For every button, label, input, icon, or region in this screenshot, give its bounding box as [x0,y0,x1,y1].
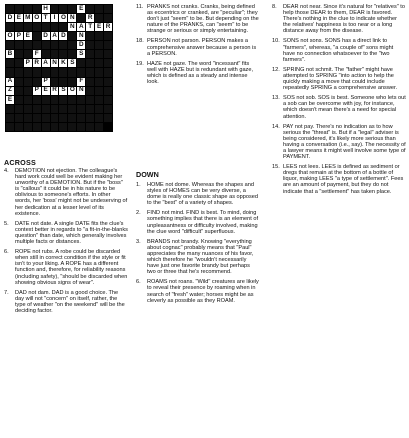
grid-cell [24,96,32,104]
grid-cell [24,23,32,31]
grid-cell [95,68,103,76]
grid-cell: T [86,23,94,31]
grid-cell [24,87,32,95]
grid-cell [42,123,50,131]
clue-text: PAY not pay. There's no indication as to how serious the "threat" is. But if a "legal" adviser is being considered, it's likely more serious than having a conversation (i.e., say). The necessity of a lawyer means it might well involve some type of PAYMENT. [283,123,406,161]
clue-item [136,239,260,276]
grid-cell: D [43,32,48,40]
grid-cell [33,41,41,49]
grid-cell [15,5,23,13]
grid-cell [95,14,103,22]
grid-cell [86,87,94,95]
clue-item [136,210,260,234]
grid-cell: D [78,41,84,49]
grid-cell [33,23,41,31]
grid-cell: E [96,22,102,30]
grid-cell [86,59,94,67]
clue-number: 6. [136,279,141,286]
grid-cell [86,105,94,113]
clue-text: PERSON not parson. PERSON makes a comprehensive answer because a person is a PERSON. [147,38,257,57]
clue-item [136,4,260,34]
clue-text: FIND not mind. FIND is best. To mind, doing something implies that there is an element of unpleasantness or difficulty involved, making the clue word "difficult" superfluous. [147,210,259,235]
grid-cell [95,114,103,122]
grid-cell [51,123,59,131]
grid-cell [15,59,23,67]
grid-cell [77,105,85,113]
clue-text: ROAMS not roans. "Wild" creatures are likely to reveal their presence by roaming when in search of "fresh" water; horses might be as cleverly as possible as they ROAM. [147,279,259,304]
grid-cell [104,68,112,76]
grid-cell [95,59,103,67]
grid-cell: N [52,59,57,67]
grid-cell [59,96,67,104]
clue-number: 7. [4,289,9,296]
clue-text: SOS not sob. SOS is best. Someone who lets out a sob can be overcome with joy, for instance, which doesn't mean there's a need for special attention. [283,95,406,120]
clue-item [272,4,406,34]
grid-cell [51,105,59,113]
grid-cell [51,114,59,122]
grid-cell [51,78,59,86]
grid-cell [68,68,76,76]
clue-item [272,164,406,194]
grid-cell [15,23,23,31]
across-clues-column [4,168,128,318]
clue-text: ROPE not rubs. A robe could be discarded when still in correct condition if the style or fit isn't to your liking. A ROPE has a different function and, therefore, for reliability reasons (including safety), "should be discarded when showing obvious signs of wear". [15,249,128,286]
grid-cell [6,41,14,49]
clue-item [136,279,260,303]
clue-number: 1. [136,182,141,188]
grid-cell [104,14,112,22]
grid-cell [104,5,112,13]
grid-cell [59,105,67,113]
grid-cell: B [7,50,13,58]
clue-number: 11. [136,4,144,10]
grid-cell [68,96,76,104]
grid-cell [42,23,50,31]
grid-cell: N [78,86,84,94]
grid-cell: Z [8,86,12,94]
grid-cell [86,5,94,13]
grid-cell [24,41,32,49]
grid-cell: E [79,4,84,12]
grid-cell [15,41,23,49]
clue-number: 15. [272,164,280,171]
grid-cell [59,78,67,86]
clue-number: 19. [136,60,144,67]
clue-text: SONS not sons. SONS has a direct link to "farmers", whereas, "a couple of" sons might have no connection whatsoever to the "two farmers". [283,38,394,63]
grid-cell [59,23,67,31]
grid-cell [6,59,14,67]
grid-cell [6,114,14,122]
grid-cell: O [69,86,75,94]
grid-cell [59,123,67,131]
clue-text: DATE not date. A single DATE fits the clue's context better in regards to "a fit-in-the-blanks question" than date, which generally involves multiple facts or distances. [15,220,128,246]
clue-text: LEES not lees. LEES is defined as sediment or dregs that remain at the bottom of a bottle of liquor, making LEES "a type of settlement". Fees are an amount of payment, but they do not indicate that a "settlement" has taken place. [283,164,404,195]
grid-cell [77,114,85,122]
grid-cell [42,41,50,49]
grid-cell [95,105,103,113]
grid-cell [104,32,112,40]
grid-cell: S [61,86,66,94]
clue-text: PRANKS not cranks. Cranks, being defined as eccentrics or cranked, are "peculiar"; they don't just "seem" to be. But depending on the nature of the PRANKS, can "seem" to be strange or serious or simply entertaining. [147,4,259,35]
grid-cell [59,50,67,58]
grid-cell [86,50,94,58]
clue-item [136,38,260,56]
grid-cell [59,68,67,76]
grid-cell: E [16,13,21,21]
grid-cell [86,96,94,104]
clue-item [136,61,260,85]
grid-cell [42,114,50,122]
grid-cell [104,114,112,122]
down-clues-column-2 [272,4,406,199]
grid-cell: O [7,32,13,40]
grid-cell [24,123,32,131]
down-header: DOWN [136,170,159,179]
grid-cell [15,96,23,104]
clue-text: HAZE not gaze. The word "incessant" fits well with HAZE but is redundant with gaze, which is defined as a steady and intense look. [147,60,254,86]
grid-cell [33,68,41,76]
grid-cell: M [25,13,31,21]
grid-cell [42,50,50,58]
grid-cell: F [33,50,41,58]
grid-cell [15,114,23,122]
clue-item [4,221,128,245]
grid-cell [68,105,76,113]
grid-cell [51,5,59,13]
grid-cell [51,96,59,104]
clue-text: SPRING not schmit. The "father" might have attempted to SPRING "into action to help the quickly making a move that could include repeatedly SPRING a comprehensive answer. [283,66,398,92]
grid-cell: P [25,59,30,67]
grid-cell: P [16,32,21,40]
grid-cell [15,68,23,76]
grid-cell [95,41,103,49]
grid-cell: A [43,59,48,67]
grid-cell: A [78,22,84,30]
grid-cell [104,50,112,58]
grid-cell [95,96,103,104]
grid-cell [104,78,112,86]
grid-cell [95,123,103,131]
grid-cell: R [105,22,111,30]
grid-cell [33,5,41,13]
clue-number: 18. [136,38,144,45]
grid-cell [6,5,14,13]
grid-cell [86,32,94,40]
clue-number: 8. [272,4,277,10]
clue-text: BRANDS not brandy. Knowing "everything about cognac" probably means that "Paul" appreciates the many nuances of his favor, which therefore he "wouldn't necessarily have just one favorite brandy but perhaps two or three that he's recommend. [147,238,254,276]
grid-cell: D [61,32,66,40]
grid-cell: A [52,32,57,40]
grid-cell [77,123,85,131]
grid-cell [51,68,59,76]
grid-cell [33,96,41,104]
grid-cell [59,114,67,122]
clue-number: 14. [272,123,280,130]
grid-cell [6,68,14,76]
grid-cell [104,87,112,95]
grid-cell: P [34,86,39,94]
clue-number: 4. [4,168,9,174]
grid-cell [68,50,76,58]
grid-cell: P [43,77,48,85]
grid-cell [33,123,41,131]
grid-cell [59,5,67,13]
grid-cell [15,105,23,113]
grid-cell [24,78,32,86]
grid-cell: H [43,4,48,12]
grid-cell [104,96,112,104]
grid-cell [68,5,76,13]
clue-item [136,182,260,206]
clue-number: 5. [4,220,9,227]
grid-cell [86,78,94,86]
grid-cell [95,78,103,86]
clue-text: DEMOTION not ejection. The colleague's hard work could well be evident making her unworthy of a DEMOTION. But if the "boss" is "callous" it could be in his nature to be oblivious to someone's efforts. In other words, her 'boss' might not be undeserving of her dedication at a lesser level of its existence. [15,168,128,217]
grid-cell [33,105,41,113]
grid-cell [33,78,41,86]
grid-cell [51,50,59,58]
grid-cell [68,41,76,49]
clue-item [272,124,406,161]
grid-cell [86,114,94,122]
clue-item [4,168,128,217]
grid-cell: R [34,59,39,67]
grid-cell [95,50,103,58]
grid-cell [24,50,32,58]
grid-cell [68,78,76,86]
grid-cell [95,5,103,13]
grid-cell: E [43,86,48,94]
clue-number: 6. [4,249,9,256]
across-clues-column-2 [136,4,260,89]
grid-cell: N [78,32,84,40]
grid-cell [15,87,23,95]
grid-cell [24,114,32,122]
grid-cell [104,41,112,49]
grid-cell: O [60,13,66,21]
clue-text: DEAR not near. Since it's natural for "relatives" to help those DEAR to them, DEAR is favored. There's nothing in the clue to indicate whether the relatives' happiness is too near or a long distance away from the disease. [283,4,405,35]
grid-cell: F [79,77,84,85]
grid-cell [86,41,94,49]
grid-cell [42,105,50,113]
grid-cell: N [70,13,75,21]
grid-cell [86,68,94,76]
grid-cell: E [25,32,30,40]
grid-cell: A [7,77,13,85]
grid-cell [15,123,23,131]
grid-cell [59,41,67,49]
clue-number: 13. [272,95,280,102]
clue-text: HOME not dome. Whereas the shapes and styles of HOMES can be very diverse, a dome is really one classic shape as opposed to the "best" of a variety of shapes. [147,182,259,207]
grid-cell: R [52,86,57,94]
grid-cell [68,114,76,122]
grid-cell [51,23,59,31]
grid-cell [86,123,94,131]
grid-cell [15,50,23,58]
grid-cell [51,41,59,49]
grid-cell [95,87,103,95]
grid-cell: S [79,50,84,58]
clue-item [272,95,406,119]
down-clues-column [136,182,260,308]
grid-cell: O [34,13,40,21]
grid-cell: I [51,14,59,22]
clue-number: 2. [136,210,141,217]
clue-item [272,67,406,91]
grid-cell [77,96,85,104]
clue-number: 12. [272,66,280,73]
grid-cell [15,78,23,86]
grid-cell: N [70,22,75,30]
grid-cell [6,123,14,131]
grid-cell [33,114,41,122]
grid-cell [95,32,103,40]
grid-cell [77,68,85,76]
grid-cell [42,68,50,76]
clue-number: 3. [136,238,141,245]
grid-cell: D [7,13,13,21]
grid-cell: E [7,95,13,103]
crossword-grid [5,4,113,132]
grid-cell [77,59,85,67]
grid-cell [6,105,14,113]
across-header: ACROSS [4,158,36,167]
grid-cell [104,105,112,113]
grid-cell [68,32,76,40]
clue-item [4,249,128,286]
clue-text: DAD not dam. DAD is a good choice. The day will not "concern" on itself, rather, the type of weather "on the weekend" will be the deciding factor. [15,289,125,314]
grid-cell: T [42,14,50,22]
grid-cell [104,59,112,67]
grid-cell [68,123,76,131]
clue-item [272,38,406,62]
grid-cell: R [87,13,93,21]
grid-cell [24,68,32,76]
grid-cell: S [70,59,75,67]
grid-cell [77,14,85,22]
grid-cell [24,105,32,113]
grid-cell [42,96,50,104]
grid-cell: K [61,59,66,67]
grid-cell [24,5,32,13]
grid-cell [33,32,41,40]
clue-item [4,290,128,314]
grid-cell [6,23,14,31]
clue-number: 10. [272,38,280,45]
